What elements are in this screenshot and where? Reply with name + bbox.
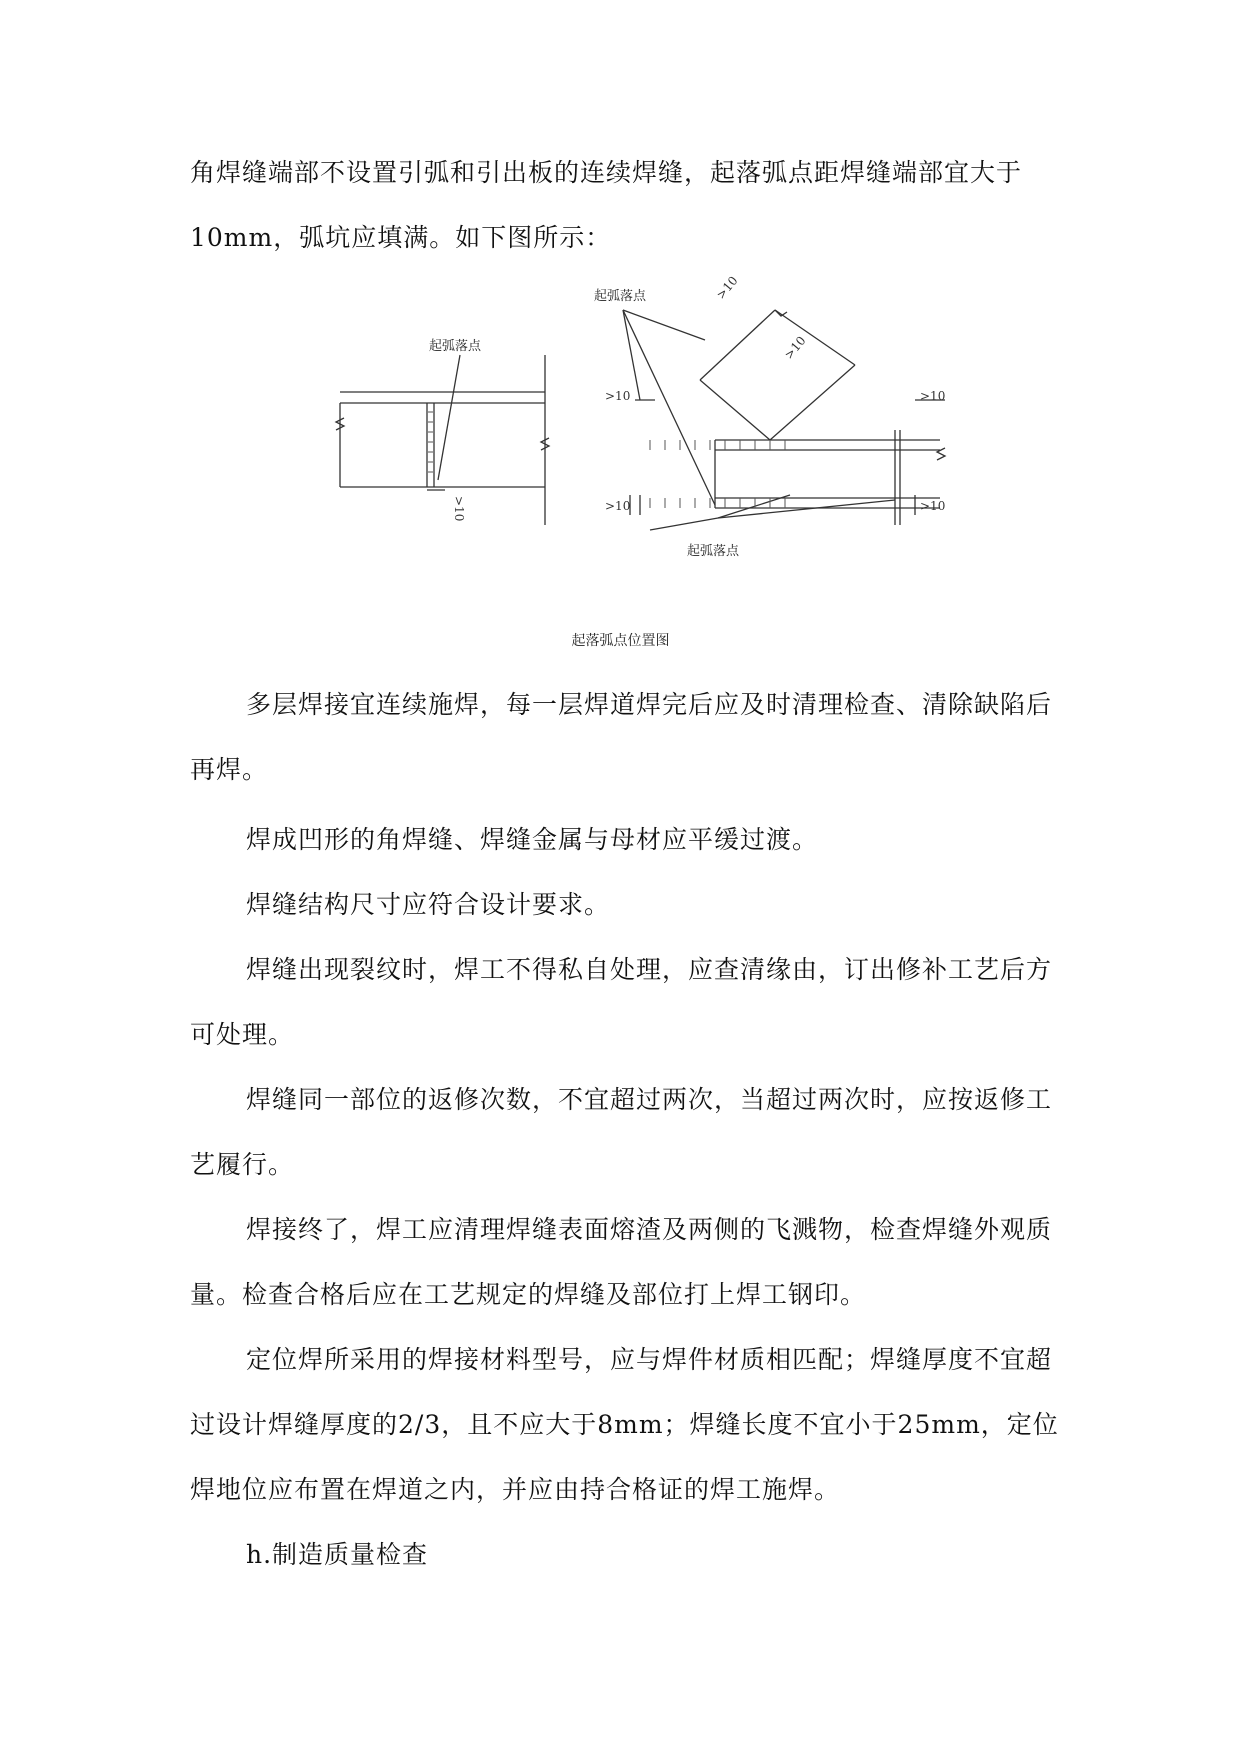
dim-left-top: >10	[605, 389, 631, 403]
paragraph-tack-welding: 定位焊所采用的焊接材料型号，应与焊件材质相匹配；焊缝厚度不宜超过设计焊缝厚度的2/3，且不应大于8mm；焊缝长度不宜小于25mm，定位焊地位应布置在焊道之内，并应由持合格证的焊工施焊。	[190, 1345, 1059, 1504]
paragraph-weld-cracks: 焊缝出现裂纹时，焊工不得私自处理，应查清缘由，订出修补工艺后方可处理。	[190, 955, 1053, 1049]
paragraph-multilayer-welding: 多层焊接宜连续施焊，每一层焊道焊完后应及时清理检查、清除缺陷后再焊。	[190, 690, 1053, 784]
dim-diagonal-top: >10	[713, 273, 741, 302]
right-bottom-arc-label: 起弧落点	[686, 544, 740, 559]
left-dim-label: >10	[452, 496, 466, 522]
right-top-arc-label: 起弧落点	[593, 289, 647, 304]
dim-diagonal-mid: >10	[781, 333, 809, 362]
left-arc-label: 起弧落点	[428, 339, 482, 354]
paragraph-arc-start-end: 角焊缝端部不设置引弧和引出板的连续焊缝，起落弧点距焊缝端部宜大于10mm，弧坑应填满。如下图所示：	[190, 158, 1023, 252]
dim-right-top: >10	[920, 389, 946, 403]
dim-left-bottom: >10	[605, 499, 631, 513]
paragraph-concave-fillet: 焊成凹形的角焊缝、焊缝金属与母材应平缓过渡。	[246, 825, 819, 854]
paragraph-weld-dimensions: 焊缝结构尺寸应符合设计要求。	[246, 890, 611, 919]
paragraph-weld-cleanup: 焊接终了，焊工应清理焊缝表面熔渣及两侧的飞溅物，检查焊缝外观质量。检查合格后应在工艺规定的焊缝及部位打上焊工钢印。	[190, 1215, 1053, 1309]
figure-caption: 起落弧点位置图	[571, 633, 670, 649]
dim-right-bottom: >10	[920, 499, 946, 513]
paragraph-repair-count: 焊缝同一部位的返修次数，不宜超过两次，当超过两次时，应按返修工艺履行。	[190, 1085, 1053, 1179]
section-heading-quality-check: h.制造质量检查	[246, 1540, 429, 1569]
arc-point-diagram	[320, 273, 1000, 600]
arc-point-figure	[320, 273, 1000, 600]
